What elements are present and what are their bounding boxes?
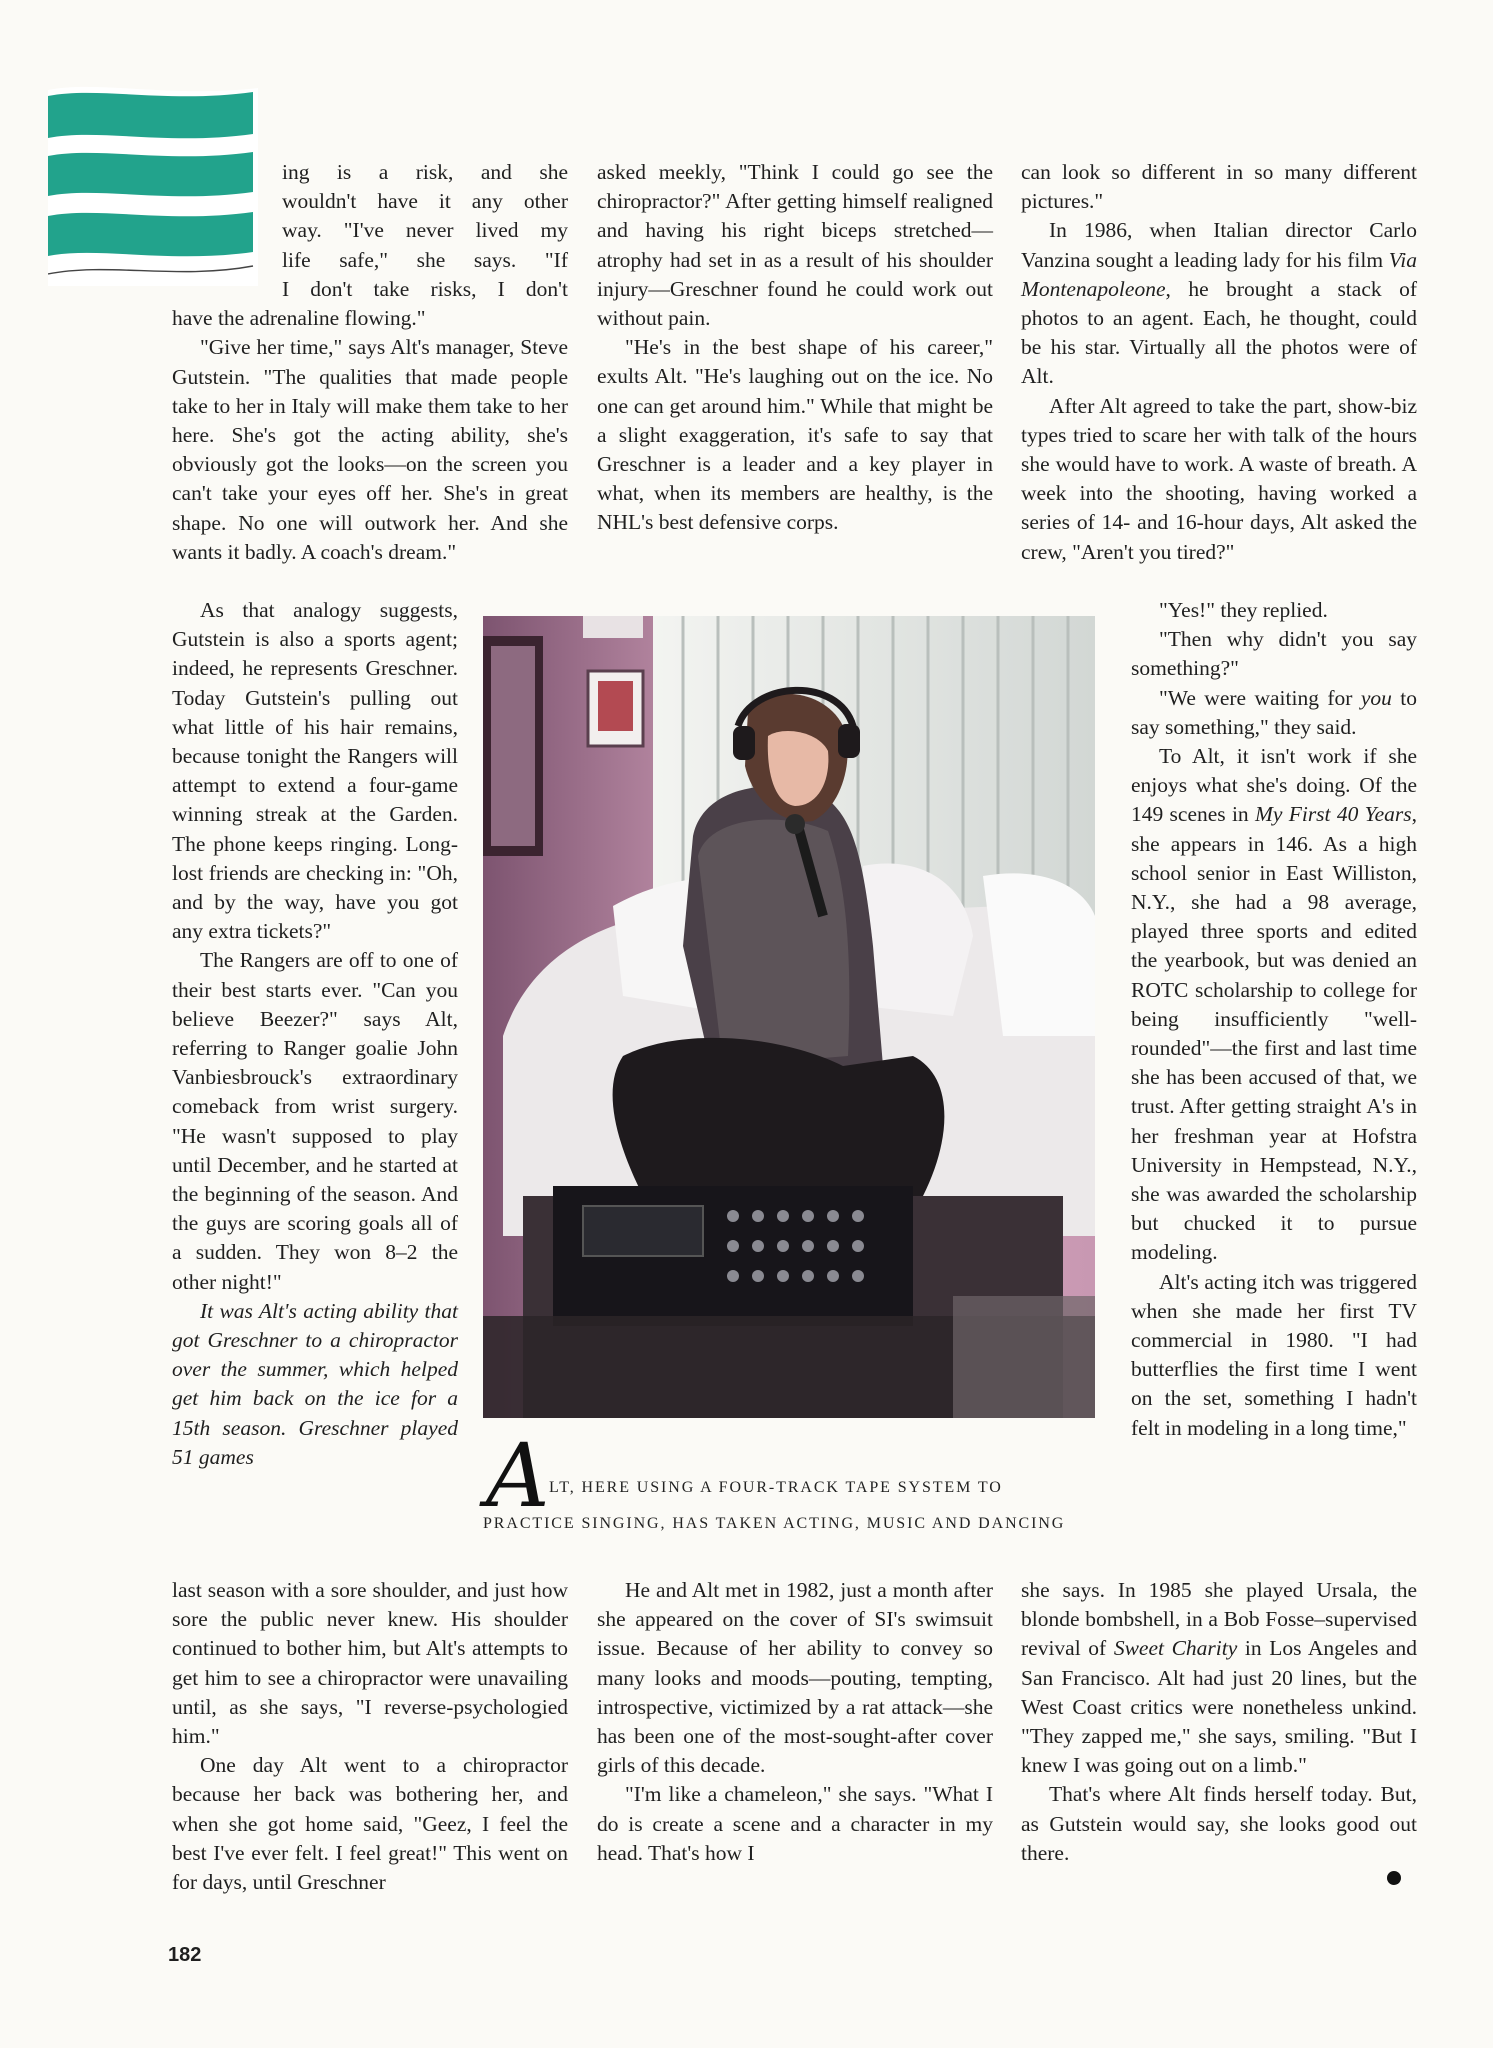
column-1-top: [282, 158, 568, 275]
text-line: have the adrenaline flowing.": [172, 306, 426, 331]
text-line: way. "I've never lived my: [282, 218, 568, 243]
column-2-bottom: [597, 1576, 993, 1868]
paragraph: To Alt, it isn't work if she enjoys what she's doing. Of the 149 scenes in My First 40 Years, she appears in 146. As a high school senior in East Williston, N.Y., she had a 98 average, played three sports and edited the yearbook, but was denied an ROTC scholarship to college for being insufficiently "well-rounded"—the first and last time she has been accused of that, we trust. After getting straight A's in her freshman year at Hofstra University in Hempstead, N.Y., she was awarded the scholarship but chucked it to pursue modeling.: [1131, 744, 1417, 1265]
paragraph: The Rangers are off to one of their best starts ever. "Can you believe Beezer?" says Alt, referring to Ranger goalie John Vanbiesbrouck's extraordinary comeback from wrist surgery. "He wasn't supposed to play until December, and he started at the beginning of the season. And the guys are scoring goals all of a sudden. They won 8–2 the other night!": [172, 948, 458, 1294]
column-1-bottom: [172, 1576, 568, 1897]
wave-stripes-logo: [48, 86, 258, 286]
paragraph: can look so different in so many different pictures.": [1021, 160, 1417, 214]
paragraph: Alt's acting itch was triggered when she made her first TV commercial in 1980. "I had butterflies the first time I went on the set, something I hadn't felt in modeling in a long time,": [1131, 1269, 1417, 1440]
emphasis: you: [1360, 685, 1392, 710]
page-number: 182: [168, 1944, 202, 1966]
film-title: My First 40 Years: [1254, 802, 1412, 827]
paragraph: "Yes!" they replied.: [1159, 598, 1328, 622]
paragraph: last season with a sore shoulder, and just how sore the public never knew. His shoulder continued to bother him, but Alt's attempts to get him to see a chiropractor were unavailing until, as she says, "I reverse-psychologied him.": [172, 1578, 568, 1749]
text-line: ing is a risk, and she: [282, 160, 568, 184]
column-1-continued: [172, 275, 568, 567]
paragraph: "Then why didn't you say something?": [1131, 627, 1417, 681]
photo-alt-singing: [483, 616, 1095, 1418]
caption-dropcap: A: [486, 1424, 550, 1527]
text-line: I don't take risks, I don't: [282, 277, 568, 301]
paragraph: One day Alt went to a chiropractor because her back was bothering her, and when she got home said, "Geez, I feel the best I've ever felt. I feel great!" This went on for days, until Greschner: [172, 1753, 568, 1895]
show-title: Sweet Charity: [1113, 1636, 1238, 1661]
paragraph: "He's in the best shape of his career," exults Alt. "He's laughing out on the ice. No one can get around him." While that might be a slight exaggeration, it's safe to say that Greschner is a leader and a key player in what, when its members are healthy, is the NHL's best defensive corps.: [597, 335, 993, 535]
caption-line-2: PRACTICE SINGING, HAS TAKEN ACTING, MUSIC AND DANCING: [483, 1515, 1066, 1532]
caption-line-1: LT, HERE USING A FOUR-TRACK TAPE SYSTEM TO: [549, 1479, 1003, 1496]
paragraph: In 1986, when Italian director Carlo Vanzina sought a leading lady for his film Via Montenapoleone, he brought a stack of photos to an agent. Each, he thought, could be his star. Virtually all the photos were of Alt.: [1021, 218, 1417, 389]
paragraph: After Alt agreed to take the part, show-biz types tried to scare her with talk of the hours she would have to work. A waste of breath. A week into the shooting, having worked a series of 14- and 16-hour days, Alt asked the crew, "Aren't you tired?": [1021, 393, 1417, 564]
paragraph: "I'm like a chameleon," she says. "What I do is create a scene and a character in my head. That's how I: [597, 1782, 993, 1865]
column-3-top: [1021, 158, 1417, 567]
paragraph: "Give her time," says Alt's manager, Steve Gutstein. "The qualities that made people take to her in Italy will make them take to her here. She's got the acting ability, she's obviously got the looks—on the screen you can't take your eyes off her. She's in great shape. No one will outwork her. And she wants it badly. A coach's dream.": [172, 335, 568, 564]
paragraph: That's where Alt finds herself today. But, as Gutstein would say, she looks good out there.: [1021, 1782, 1417, 1865]
film-title: Via Montenapoleone: [1021, 247, 1417, 301]
column-2-top: [597, 158, 993, 538]
paragraph: He and Alt met in 1982, just a month after she appeared on the cover of SI's swimsuit issue. Because of her ability to convey so many looks and moods—pouting, tempting, introspective, victimized by a rat attack—she has been one of the most-sought-after cover girls of this decade.: [597, 1578, 993, 1778]
column-1-narrow: [172, 596, 458, 1472]
column-3-bottom: [1021, 1576, 1417, 1868]
text-line: life safe," she says. "If: [282, 247, 568, 272]
paragraph: asked meekly, "Think I could go see the chiropractor?" After getting himself realigned and having his right biceps stretched—atrophy had set in as a result of his shoulder injury—Greschner found he could work out without pain.: [597, 160, 993, 331]
paragraph: "We were waiting for you to say something," they said.: [1131, 685, 1417, 739]
end-mark-icon: [1387, 1871, 1401, 1885]
text-line: wouldn't have it any other: [282, 189, 568, 214]
paragraph: she says. In 1985 she played Ursala, the blonde bombshell, in a Bob Fosse–supervised revival of Sweet Charity in Los Angeles and San Francisco. Alt had just 20 lines, but the West Coast critics were nonetheless unkind. "They zapped me," she says, smiling. "But I knew I was going out on a limb.": [1021, 1578, 1417, 1778]
paragraph: As that analogy suggests, Gutstein is also a sports agent; indeed, he represents Greschner. Today Gutstein's pulling out what little of his hair remains, because tonight the Rangers will attempt to extend a four-game winning streak at the Garden. The phone keeps ringing. Long-lost friends are checking in: "Oh, and by the way, have you got any extra tickets?": [172, 598, 458, 944]
column-3-narrow: [1131, 596, 1417, 1443]
paragraph: It was Alt's acting ability that got Greschner to a chiropractor over the summer, which helped get him back on the ice for a 15th season. Greschner played 51 games: [172, 1298, 458, 1469]
